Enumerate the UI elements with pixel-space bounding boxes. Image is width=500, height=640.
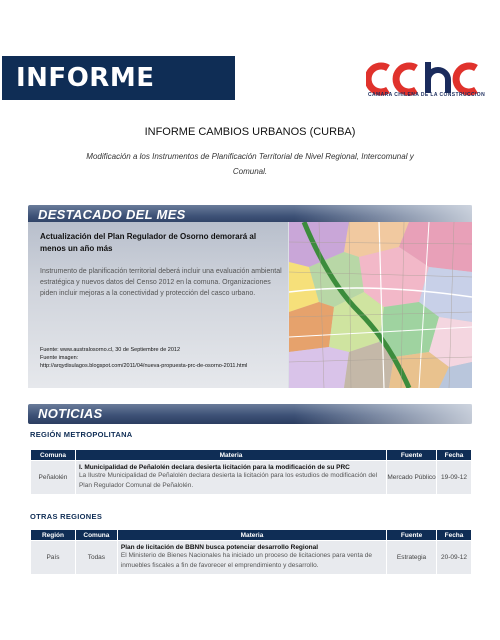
source-line-1: Fuente: www.australosorno.cl, 30 de Septiembre de 2012: [40, 347, 181, 353]
featured-text-panel: [28, 222, 288, 388]
col-header-materia: Materia: [75, 450, 386, 461]
table-header-row: [31, 530, 472, 541]
cell-comuna: Todas: [75, 541, 117, 575]
otras-regiones-table: [30, 529, 472, 575]
col-header-fecha: Fecha: [437, 530, 472, 541]
table-row: [31, 461, 472, 495]
zoning-map-image: [289, 222, 472, 388]
cell-fecha: 19-09-12: [437, 461, 472, 495]
col-header-materia: Materia: [117, 530, 386, 541]
page-subtitle: Modificación a los Instrumentos de Planificación Territorial de Nivel Regional, Intercomunal y Comunal.: [86, 152, 414, 176]
cell-comuna: Peñalolén: [31, 461, 76, 495]
materia-title: Plan de licitación de BBNN busca potenciar desarrollo Regional: [120, 544, 319, 551]
otras-regiones-label: OTRAS REGIONES: [30, 512, 103, 521]
col-header-region: Región: [31, 530, 76, 541]
cell-fuente: Estrategia: [387, 541, 437, 575]
noticias-header: [28, 404, 472, 424]
cell-fecha: 20-09-12: [437, 541, 472, 575]
table-row: [31, 541, 472, 575]
materia-body: La Ilustre Municipalidad de Peñalolén declara desierta la licitación para los estudios de modificación del Plan Regulador Comunal de Peñalolén.: [78, 472, 378, 489]
page-title: INFORME CAMBIOS URBANOS (CURBA): [144, 126, 356, 138]
featured-article: [28, 222, 472, 388]
cell-region: País: [31, 541, 76, 575]
col-header-fecha: Fecha: [437, 450, 472, 461]
report-banner: INFORME CURBA: [2, 56, 235, 100]
source-link[interactable]: http://arqydisulagos.blogspot.com/2011/04/nueva-propuesta-prc-de-osorno-2011.html: [40, 363, 248, 369]
featured-summary: Instrumento de planificación territorial deberá incluir una evaluación ambiental estratégica y nuevos datos del Censo 2012 en la comuna. Organizaciones piden incluir mejoras a la conectividad y protección del casco urbano.: [40, 268, 282, 297]
materia-body: El Ministerio de Bienes Nacionales ha iniciado un proceso de licitaciones para venta de inmuebles fiscales a fin de favorecer el emprendimiento y desarrollo.: [120, 552, 372, 569]
destacado-heading: DESTACADO DEL MES: [38, 207, 186, 222]
featured-source: [40, 346, 286, 370]
noticias-heading: NOTICIAS: [38, 406, 103, 421]
featured-title: Actualización del Plan Regulador de Osorno demorará al menos un año más: [40, 232, 257, 253]
col-header-comuna: Comuna: [31, 450, 76, 461]
col-header-comuna: Comuna: [75, 530, 117, 541]
logo-subtitle: CAMARA CHILENA DE LA CONSTRUCCION: [368, 92, 486, 98]
source-line-2: Fuente imagen:: [40, 355, 79, 361]
materia-title: I. Municipalidad de Peñalolén declara desierta licitación para la modificación de su PRC: [78, 464, 350, 471]
col-header-fuente: Fuente: [387, 530, 437, 541]
col-header-fuente: Fuente: [387, 450, 437, 461]
cell-materia: [75, 461, 386, 495]
cell-fuente: Mercado Público: [387, 461, 437, 495]
metropolitana-table: [30, 449, 472, 495]
cell-materia: [117, 541, 386, 575]
region-metropolitana-label: REGIÓN METROPOLITANA: [30, 430, 133, 439]
table-header-row: [31, 450, 472, 461]
